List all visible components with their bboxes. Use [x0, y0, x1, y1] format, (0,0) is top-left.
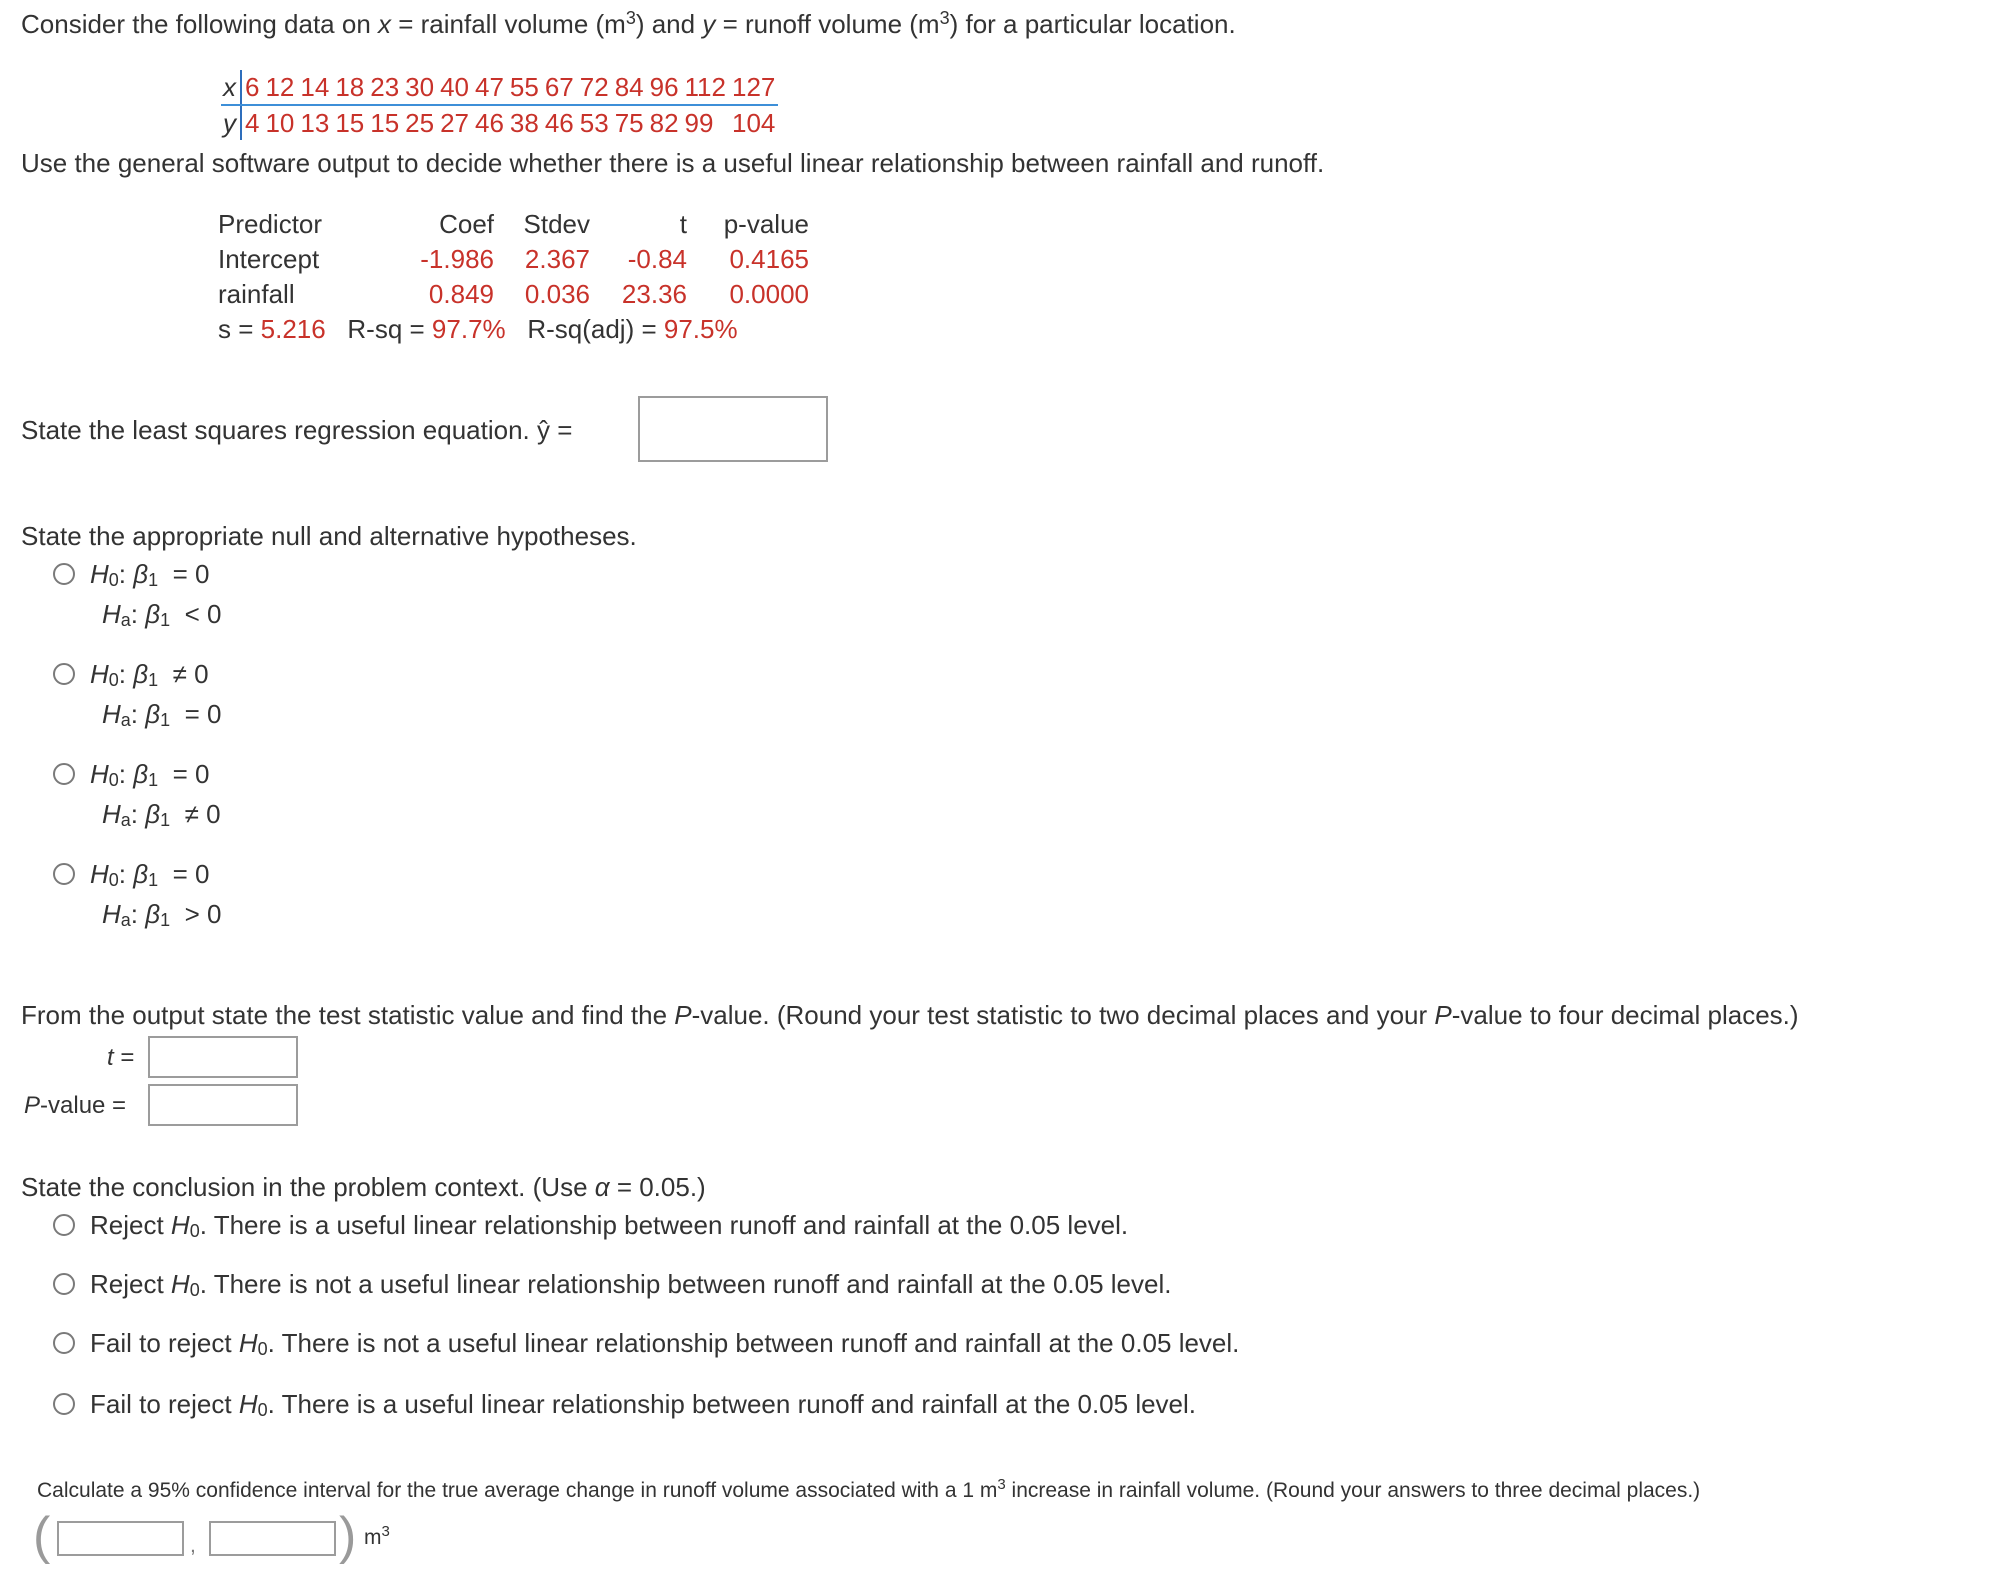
- radio-button[interactable]: [53, 763, 75, 785]
- output-row-rainfall: [218, 277, 809, 312]
- equation-prompt: State the least squares regression equation. ŷ =: [21, 415, 573, 445]
- output-summary: s = 5.216 R-sq = 97.7% R-sq(adj) = 97.5%: [218, 314, 738, 344]
- t-label: t =: [107, 1044, 135, 1071]
- output-row-intercept: [218, 242, 809, 277]
- predictor-name: rainfall: [218, 279, 295, 309]
- output-summary-row: [218, 312, 809, 347]
- ha-line: $H_a$: $\beta_1 < 0$: [102, 599, 222, 630]
- x-value-cell: 18: [332, 70, 367, 105]
- s-value: 5.216: [260, 314, 326, 344]
- ci-close-paren: ): [339, 1507, 357, 1565]
- radio-button[interactable]: [53, 1332, 75, 1354]
- option-text: Fail to reject $H_0$. There is not a useful linear relationship between runoff and rainfall at the 0.05 level.: [90, 1328, 1240, 1359]
- x-value-cell: 127: [729, 70, 778, 105]
- y-value-cell: 4: [245, 108, 260, 138]
- x-value-cell: 30: [402, 70, 437, 105]
- x-value-cell: 14: [297, 70, 332, 105]
- p-value: 0.4165: [729, 244, 809, 274]
- y-value-cell: 99: [684, 108, 714, 138]
- radio-button[interactable]: [53, 663, 75, 685]
- ci-upper-input[interactable]: [209, 1521, 336, 1556]
- ci-unit: $m^3$: [364, 1523, 390, 1549]
- option-text: Fail to reject $H_0$. There is a useful linear relationship between runoff and rainfall at the 0.05 level.: [90, 1389, 1197, 1420]
- radio-button[interactable]: [53, 1214, 75, 1236]
- output-header-row: [218, 207, 809, 242]
- h0-line: $H_0$: $\beta_1 = 0$: [90, 559, 210, 590]
- y-value-cell: 15: [370, 108, 400, 138]
- y-value-cell: 53: [579, 108, 609, 138]
- ci-open-paren: (: [33, 1507, 51, 1565]
- x-value-cell: 12: [262, 70, 297, 105]
- y-value-cell: 75: [614, 108, 644, 138]
- radio-button[interactable]: [53, 1273, 75, 1295]
- y-value-cell: 38: [509, 108, 539, 138]
- y-value-cell: 25: [405, 108, 435, 138]
- coef-value: 0.849: [428, 279, 494, 309]
- header-t: t: [679, 209, 687, 239]
- test-prompt: From the output state the test statistic value and find the P-value. (Round your test statistic to two decimal places and your P-value to four decimal places.): [21, 1000, 1799, 1030]
- h0-line: $H_0$: $\beta_1 = 0$: [90, 759, 210, 790]
- x-value-cell: 47: [472, 70, 507, 105]
- radio-button[interactable]: [53, 863, 75, 885]
- header-coef: Coef: [439, 209, 494, 239]
- x-value-cell: 67: [542, 70, 577, 105]
- rsq-value: 97.7%: [431, 314, 506, 344]
- t-statistic-input[interactable]: [148, 1036, 298, 1078]
- y-value-cell: 27: [440, 108, 469, 138]
- x-value-cell: 23: [367, 70, 402, 105]
- h0-line: $H_0$: $\beta_1 = 0$: [90, 859, 210, 890]
- x-value-cell: 84: [612, 70, 647, 105]
- ha-line: $H_a$: $\beta_1 \ne 0$: [102, 799, 221, 830]
- predictor-name: Intercept: [218, 244, 320, 274]
- y-value-cell: 10: [265, 108, 295, 138]
- x-value-cell: 6: [241, 70, 262, 105]
- radio-button[interactable]: [53, 563, 75, 585]
- ci-lower-input[interactable]: [57, 1521, 184, 1556]
- t-value: -0.84: [627, 244, 687, 274]
- regression-equation-input[interactable]: [638, 396, 828, 462]
- instruction-text: Use the general software output to decide whether there is a useful linear relationship between rainfall and runoff.: [21, 148, 1325, 178]
- software-output: [218, 207, 809, 347]
- y-row: [221, 105, 778, 140]
- conclusion-prompt: State the conclusion in the problem context. (Use α = 0.05.): [21, 1172, 706, 1202]
- ha-line: $H_a$: $\beta_1 = 0$: [102, 699, 222, 730]
- ha-line: $H_a$: $\beta_1 > 0$: [102, 899, 222, 930]
- p-value-input[interactable]: [148, 1084, 298, 1126]
- intro-text: Consider the following data on x = rainfall volume $(m^3)$ and y = runoff volume $(m^3)$ for a particular location.: [21, 8, 1236, 39]
- x-label: x: [221, 70, 241, 105]
- x-value-cell: 112: [682, 70, 729, 105]
- header-predictor: Predictor: [218, 209, 323, 239]
- t-value: 23.36: [621, 279, 687, 309]
- y-value-cell: 82: [649, 108, 679, 138]
- header-stdev: Stdev: [523, 209, 590, 239]
- y-value-cell: 46: [544, 108, 574, 138]
- ci-comma: ,: [190, 1534, 196, 1557]
- y-label: y: [221, 105, 241, 140]
- header-pvalue: p-value: [723, 209, 809, 239]
- hypotheses-prompt: State the appropriate null and alternative hypotheses.: [21, 521, 637, 551]
- h0-line: $H_0$: $\beta_1 \ne 0$: [90, 659, 209, 690]
- y-value-cell: 46: [475, 108, 504, 138]
- y-value-cell: 104: [731, 108, 776, 138]
- ci-prompt: Calculate a 95% confidence interval for the true average change in runoff volume associated with a 1 $m^3$ increase in rainfall volume. (Round your answers to three decimal places.): [37, 1476, 1701, 1502]
- x-row: [221, 70, 778, 105]
- option-text: Reject $H_0$. There is not a useful linear relationship between runoff and rainfall at the 0.05 level.: [90, 1269, 1172, 1300]
- x-value-cell: 55: [507, 70, 542, 105]
- rsqadj-value: 97.5%: [663, 314, 738, 344]
- radio-button[interactable]: [53, 1393, 75, 1415]
- x-value-cell: 40: [437, 70, 472, 105]
- x-value-cell: 96: [647, 70, 682, 105]
- p-value-label: P-value =: [24, 1092, 127, 1119]
- y-value-cell: 13: [300, 108, 330, 138]
- stdev-value: 2.367: [524, 244, 590, 274]
- coef-value: -1.986: [420, 244, 494, 274]
- y-value-cell: 15: [335, 108, 365, 138]
- data-table: [221, 70, 778, 140]
- p-value: 0.0000: [729, 279, 809, 309]
- stdev-value: 0.036: [524, 279, 590, 309]
- x-value-cell: 72: [577, 70, 612, 105]
- option-text: Reject $H_0$. There is a useful linear relationship between runoff and rainfall at the 0.05 level.: [90, 1210, 1129, 1241]
